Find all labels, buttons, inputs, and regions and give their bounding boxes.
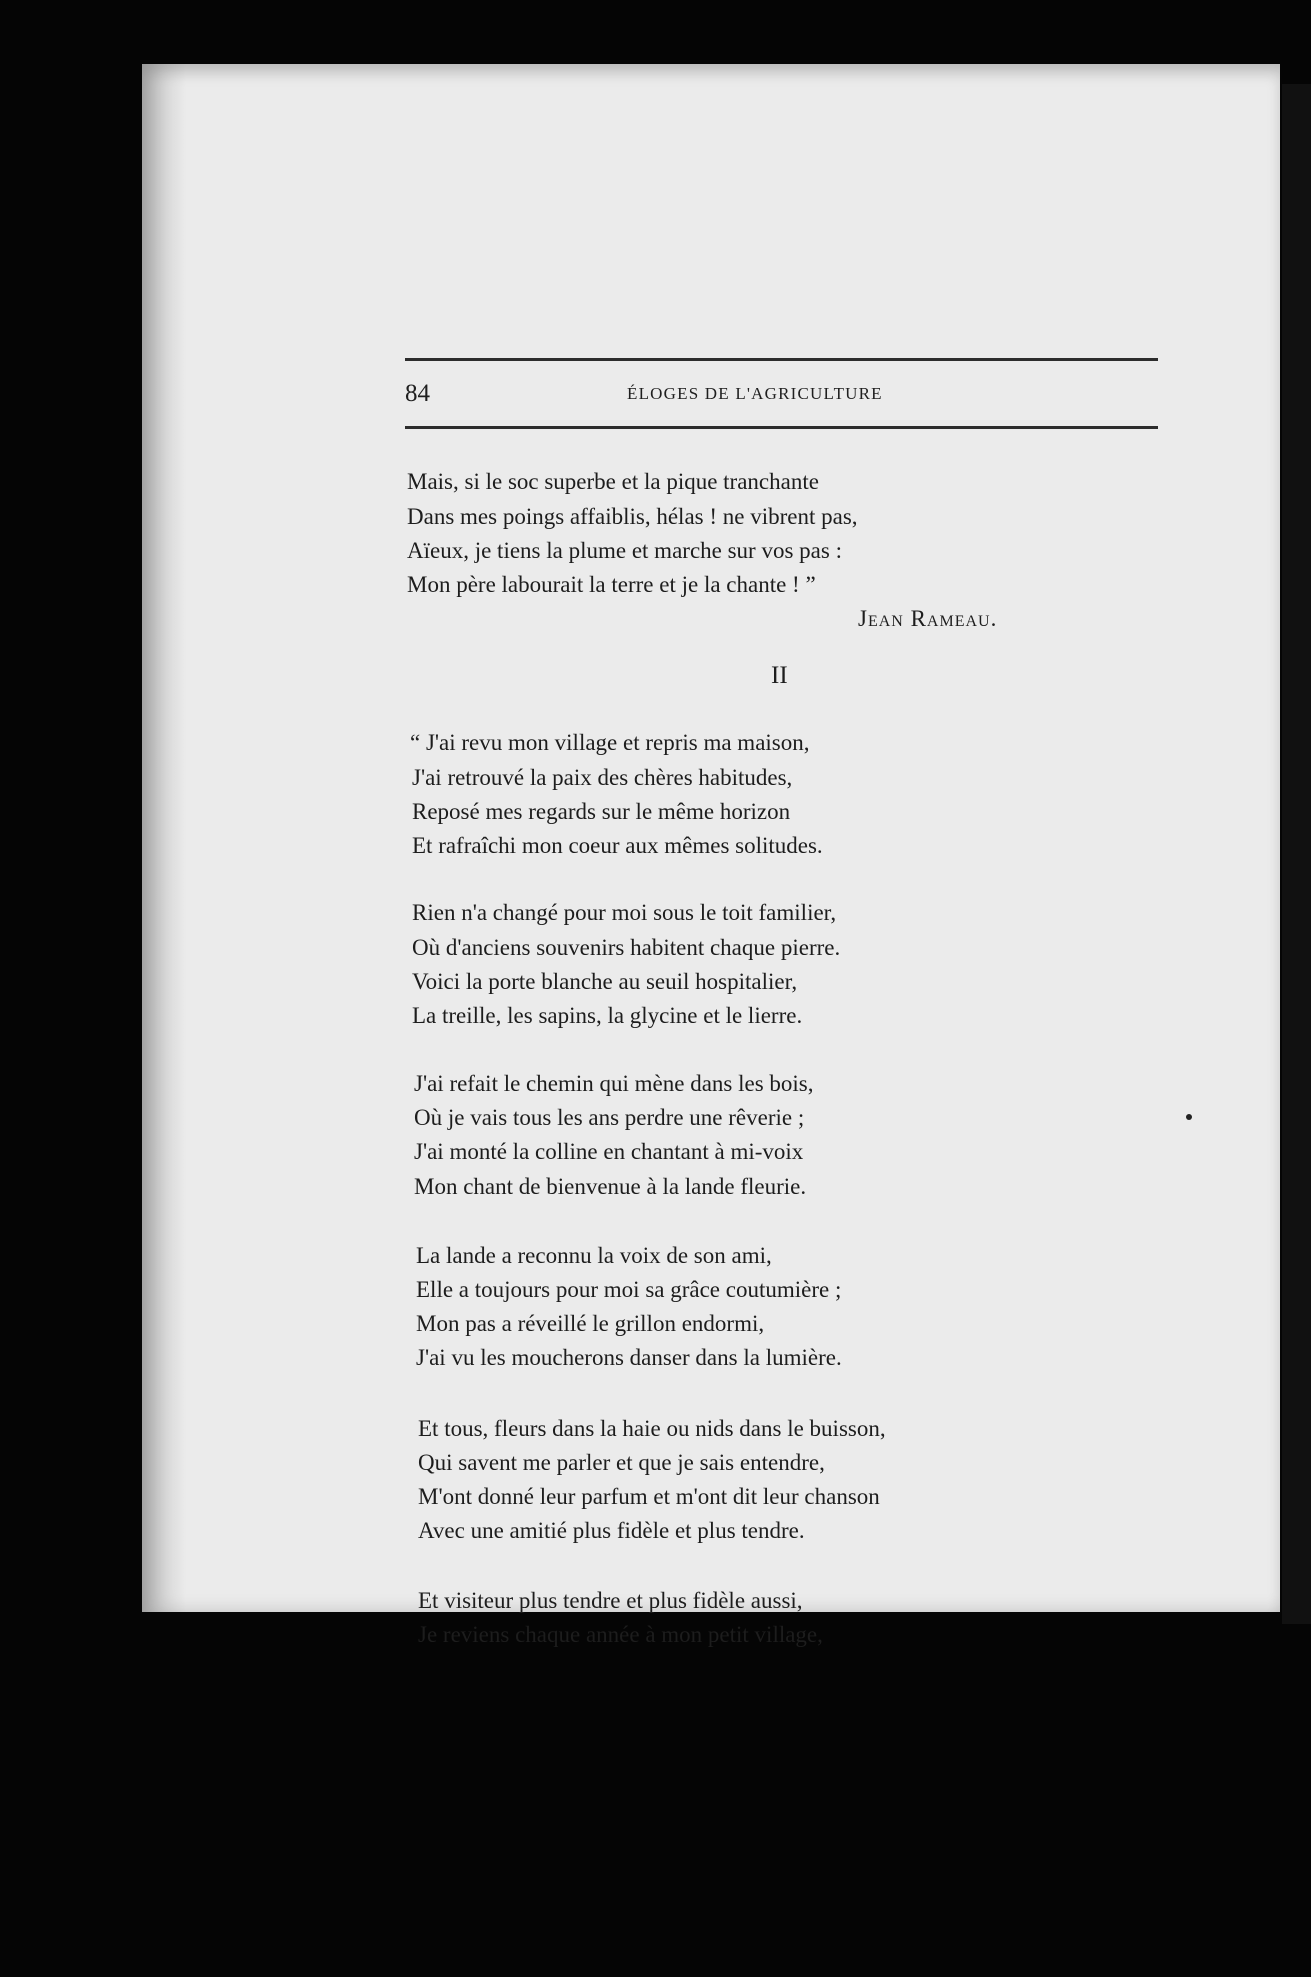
verse-line: J'ai vu les moucherons danser dans la lumière. xyxy=(416,1345,842,1370)
verse-line: Elle a toujours pour moi sa grâce coutumière ; xyxy=(416,1277,842,1302)
verse-line: La treille, les sapins, la glycine et le lierre. xyxy=(412,1003,803,1028)
page-number: 84 xyxy=(405,380,430,407)
verse-line: Et tous, fleurs dans la haie ou nids dans le buisson, xyxy=(418,1416,886,1441)
verse-line: Qui savent me parler et que je sais entendre, xyxy=(418,1450,825,1475)
verse-line: Mon pas a réveillé le grillon endormi, xyxy=(416,1311,765,1336)
verse-line: Aïeux, je tiens la plume et marche sur vos pas : xyxy=(407,538,842,563)
verse-line: Où d'anciens souvenirs habitent chaque pierre. xyxy=(412,935,841,960)
verse-line: Mais, si le soc superbe et la pique tranchante xyxy=(407,469,819,494)
verse-line: Je reviens chaque année à mon petit village, xyxy=(418,1622,823,1647)
verse-line: Avec une amitié plus fidèle et plus tendre. xyxy=(418,1518,805,1543)
author-signature: Jean Rameau. xyxy=(858,606,998,631)
verse-line: Dans mes poings affaiblis, hélas ! ne vibrent pas, xyxy=(407,504,858,529)
verse-line: J'ai monté la colline en chantant à mi-voix xyxy=(414,1139,804,1164)
verse-line: Où je vais tous les ans perdre une rêverie ; xyxy=(414,1105,805,1130)
verse-line: Mon père labourait la terre et je la chante ! ” xyxy=(407,572,816,597)
verse-line: J'ai retrouvé la paix des chères habitudes, xyxy=(412,765,793,790)
verse-line: “ J'ai revu mon village et repris ma maison, xyxy=(410,730,810,755)
verse-line: Et rafraîchi mon coeur aux mêmes solitudes. xyxy=(412,833,823,858)
running-title: ÉLOGES DE L'AGRICULTURE xyxy=(627,384,883,403)
verse-line: La lande a reconnu la voix de son ami, xyxy=(416,1243,772,1268)
verse-line: J'ai refait le chemin qui mène dans les bois, xyxy=(414,1071,814,1096)
verse-line: Rien n'a changé pour moi sous le toit familier, xyxy=(412,900,837,925)
verse-line: M'ont donné leur parfum et m'ont dit leur chanson xyxy=(418,1484,880,1509)
verse-line: Reposé mes regards sur le même horizon xyxy=(412,799,791,824)
verse-line: Mon chant de bienvenue à la lande fleurie. xyxy=(414,1174,807,1199)
verse-line: Voici la porte blanche au seuil hospitalier, xyxy=(412,969,798,994)
ink-speck xyxy=(1186,1114,1192,1120)
section-heading: II xyxy=(771,662,788,689)
verse-line: Et visiteur plus tendre et plus fidèle aussi, xyxy=(418,1588,803,1613)
